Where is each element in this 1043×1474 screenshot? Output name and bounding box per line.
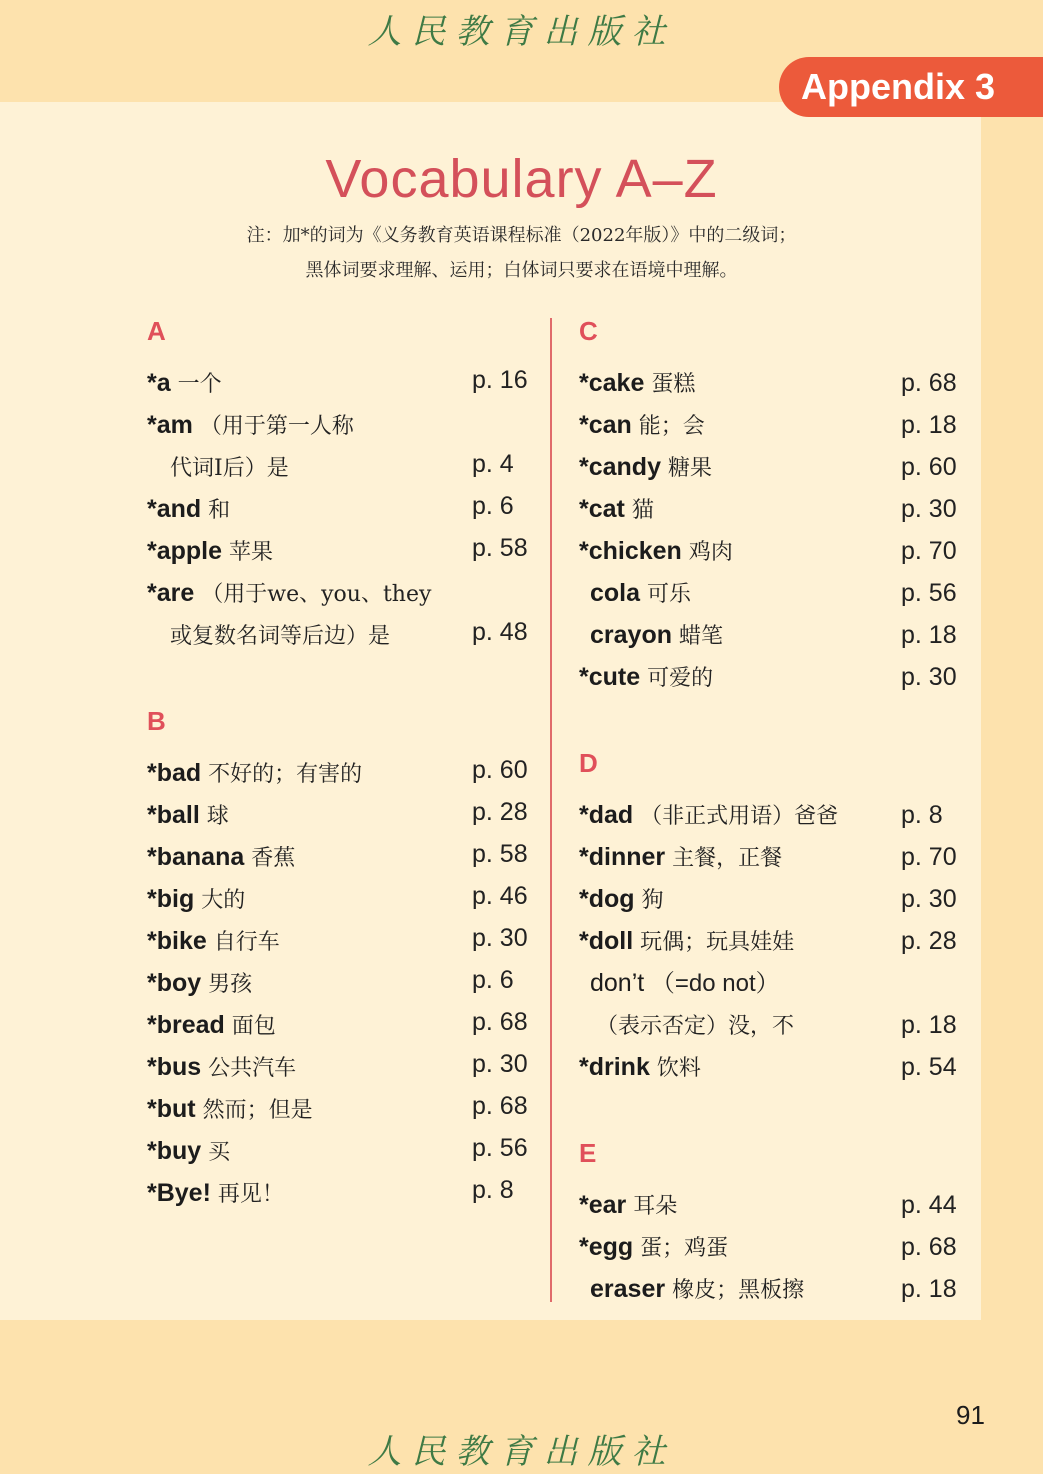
- vocab-entry-bread: *bread 面包: [147, 1011, 276, 1039]
- page-ref-and: p. 6: [472, 492, 514, 520]
- vocab-entry-dont: don’t （=do not）: [590, 969, 780, 997]
- page-ref-cat: p. 30: [901, 495, 957, 523]
- vocab-entry-can: *can 能；会: [579, 411, 705, 439]
- vocab-entry-drink: *drink 饮料: [579, 1053, 701, 1081]
- publisher-logo-bottom: 人民教育出版社: [367, 1432, 676, 1472]
- section-letter-b: B: [147, 706, 166, 736]
- page-ref-big: p. 46: [472, 882, 528, 910]
- page-ref-apple: p. 58: [472, 534, 528, 562]
- appendix-tab: Appendix 3: [779, 57, 1043, 117]
- vocab-entry-cat: *cat 猫: [579, 495, 654, 523]
- page-ref-bus: p. 30: [472, 1050, 528, 1078]
- page-ref-a: p. 16: [472, 366, 528, 394]
- vocab-entry-crayon: crayon 蜡笔: [590, 621, 723, 649]
- page-ref-dad: p. 8: [901, 801, 943, 829]
- vocab-entry-doll: *doll 玩偶；玩具娃娃: [579, 927, 795, 955]
- page-ref-cake: p. 68: [901, 369, 957, 397]
- page-ref-banana: p. 58: [472, 840, 528, 868]
- vocab-entry-am: *am （用于第一人称: [147, 411, 354, 439]
- page-ref-boy: p. 6: [472, 966, 514, 994]
- column-divider: [550, 318, 552, 1302]
- page-ref-can: p. 18: [901, 411, 957, 439]
- vocab-entry-cake: *cake 蛋糕: [579, 369, 696, 397]
- section-letter-c: C: [579, 316, 598, 346]
- page-ref-egg: p. 68: [901, 1233, 957, 1261]
- vocab-entry-bad: *bad 不好的；有害的: [147, 759, 363, 787]
- vocab-entry-dad: *dad （非正式用语）爸爸: [579, 801, 839, 829]
- page-ref-ball: p. 28: [472, 798, 528, 826]
- vocab-entry-but: *but 然而；但是: [147, 1095, 313, 1123]
- vocab-entry-candy: *candy 糖果: [579, 453, 712, 481]
- section-letter-a: A: [147, 316, 166, 346]
- vocab-entry-dog: *dog 狗: [579, 885, 664, 913]
- vocab-entry-boy: *boy 男孩: [147, 969, 253, 997]
- vocab-entry-chicken: *chicken 鸡肉: [579, 537, 733, 565]
- page-ref-dinner: p. 70: [901, 843, 957, 871]
- page-number: 91: [956, 1400, 985, 1430]
- vocab-entry-and: *and 和: [147, 495, 231, 523]
- page-ref-candy: p. 60: [901, 453, 957, 481]
- vocab-entry-are-cont: 或复数名词等后边）是: [170, 624, 391, 649]
- page-ref-chicken: p. 70: [901, 537, 957, 565]
- page-ref-am: p. 4: [472, 450, 514, 478]
- page-ref-cute: p. 30: [901, 663, 957, 691]
- page-ref-but: p. 68: [472, 1092, 528, 1120]
- page-ref-bye: p. 8: [472, 1176, 514, 1204]
- vocab-entry-cute: *cute 可爱的: [579, 663, 714, 691]
- page-ref-are: p. 48: [472, 618, 528, 646]
- vocab-entry-a: *a 一个: [147, 369, 222, 397]
- vocab-entry-cola: cola 可乐: [590, 579, 692, 607]
- page-ref-dont: p. 18: [901, 1011, 957, 1039]
- vocab-entry-bye: *Bye! 再见！: [147, 1179, 284, 1207]
- section-letter-e: E: [579, 1138, 597, 1168]
- page-ref-crayon: p. 18: [901, 621, 957, 649]
- page-ref-doll: p. 28: [901, 927, 957, 955]
- vocab-entry-banana: *banana 香蕉: [147, 843, 296, 871]
- vocab-entry-am-cont: 代词I后）是: [170, 456, 289, 481]
- note-line-2: 黑体词要求理解、运用；白体词只要求在语境中理解。: [305, 260, 738, 281]
- vocab-entry-bike: *bike 自行车: [147, 927, 280, 955]
- page-title: Vocabulary A–Z: [325, 149, 718, 209]
- vocab-entry-bus: *bus 公共汽车: [147, 1053, 297, 1081]
- publisher-logo-top: 人民教育出版社: [367, 12, 676, 52]
- page-ref-dog: p. 30: [901, 885, 957, 913]
- vocab-entry-ball: *ball 球: [147, 801, 229, 829]
- page-ref-bad: p. 60: [472, 756, 528, 784]
- page-ref-bread: p. 68: [472, 1008, 528, 1036]
- vocab-entry-buy: *buy 买: [147, 1137, 231, 1165]
- vocab-entry-apple: *apple 苹果: [147, 537, 274, 565]
- section-letter-d: D: [579, 748, 598, 778]
- vocab-entry-egg: *egg 蛋；鸡蛋: [579, 1233, 729, 1261]
- note-line-1: 注：加*的词为《义务教育英语课程标准（2022年版）》中的二级词；: [246, 225, 797, 246]
- page-ref-drink: p. 54: [901, 1053, 957, 1081]
- page-ref-cola: p. 56: [901, 579, 957, 607]
- vocab-entry-eraser: eraser 橡皮；黑板擦: [590, 1275, 805, 1303]
- page-ref-buy: p. 56: [472, 1134, 528, 1162]
- vocab-entry-are: *are （用于we、you、they: [147, 579, 432, 607]
- vocab-entry-big: *big 大的: [147, 885, 246, 913]
- page-ref-eraser: p. 18: [901, 1275, 957, 1303]
- vocab-entry-ear: *ear 耳朵: [579, 1191, 678, 1219]
- vocab-entry-dinner: *dinner 主餐，正餐: [579, 843, 783, 871]
- vocab-entry-dont-cont: （表示否定）没，不: [596, 1014, 795, 1039]
- page-ref-bike: p. 30: [472, 924, 528, 952]
- page-ref-ear: p. 44: [901, 1191, 957, 1219]
